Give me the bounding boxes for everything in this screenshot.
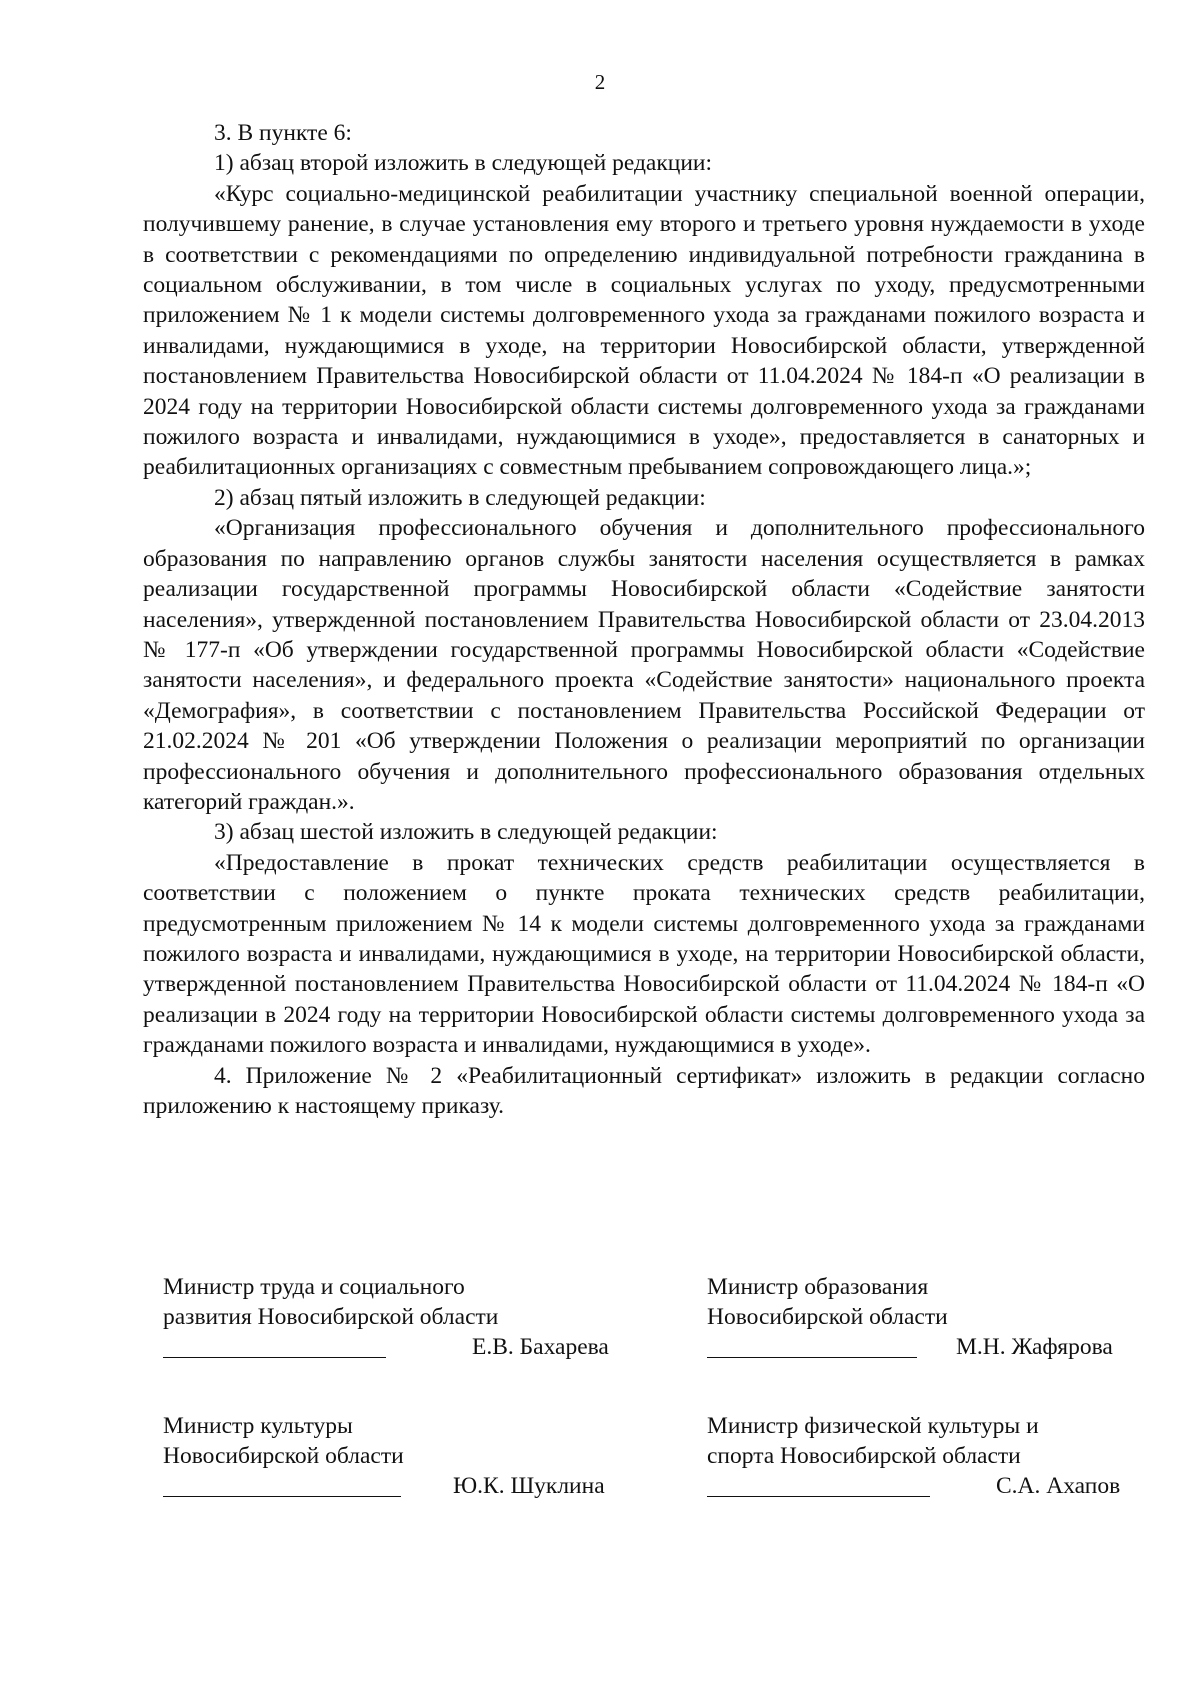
signature-title-line2: Новосибирской области [163, 1443, 404, 1469]
signature-line [163, 1357, 386, 1358]
paragraph-subitem-2: 2) абзац пятый изложить в следующей редакции: [214, 484, 706, 511]
paragraph-quote-2: «Организация профессионального обучения и дополнительного профессионального образования по направлению органов службы занятости населения осуществляется в рамках реализации государственной программы Новосибирской области «Содействие занятости населения», утвержденной постановлением Правительства Новосибирской области от 23.04.2013 № 177-п «Об утверждении государственной программы Новосибирской области «Содействие занятости населения», и федерального проекта «Содействие занятости» национального проекта «Демография», в соответствии с постановлением Правительства Российской Федерации от 21.02.2024 № 201 «Об утверждении Положения о реализации мероприятий по организации профессионального обучения и дополнительного профессионального образования отдельных категорий граждан.». [143, 515, 1145, 815]
signature-name: Ю.К. Шуклина [453, 1473, 605, 1499]
paragraph-quote-3: «Предоставление в прокат технических средств реабилитации осуществляется в соответствии с положением о пункте проката технических средств реабилитации, предусмотренным приложением № 14 к модели системы долговременного ухода за гражданами пожилого возраста и инвалидами, нуждающимися в уходе, на территории Новосибирской области, утвержденной постановлением Правительства Новосибирской области от 11.04.2024 № 184-п «О реализации в 2024 году на территории Новосибирской области системы долговременного ухода за гражданами пожилого возраста и инвалидами, нуждающимися в уходе». [143, 849, 1145, 1059]
signature-line [163, 1496, 401, 1497]
paragraph-quote-1: «Курс социально-медицинской реабилитации участнику специальной военной операции, получившему ранение, в случае установления ему второго и третьего уровня нуждаемости в уходе в соответствии с рекомендациями по определению индивидуальной потребности гражданина в социальном обслуживании, в том числе в социальных услугах по уходу, предусмотренными приложением № 1 к модели системы долговременного ухода за гражданами пожилого возраста и инвалидами, нуждающимися в уходе, на территории Новосибирской области, утвержденной постановлением Правительства Новосибирской области от 11.04.2024 № 184-п «О реализации в 2024 году на территории Новосибирской области системы долговременного ухода за гражданами пожилого возраста и инвалидами, нуждающимися в уходе», предоставляется в санаторных и реабилитационных организациях с совместным пребыванием сопровождающего лица.»; [143, 180, 1145, 481]
signature-title-line2: Новосибирской области [707, 1304, 948, 1330]
signature-title-line1: Министр культуры [163, 1413, 353, 1439]
paragraph-subitem-3: 3) абзац шестой изложить в следующей редакции: [214, 819, 718, 846]
signature-title-line1: Министр труда и социального [163, 1274, 465, 1300]
paragraph-item-4: 4. Приложение № 2 «Реабилитационный сертификат» изложить в редакции согласно приложению к настоящему приказу. [143, 1062, 1145, 1119]
signature-line [707, 1496, 930, 1497]
signature-name: М.Н. Жафярова [956, 1334, 1113, 1360]
signature-title-line1: Министр физической культуры и [707, 1413, 1039, 1439]
signature-title-line1: Министр образования [707, 1274, 929, 1300]
signature-name: Е.В. Бахарева [472, 1334, 609, 1360]
signature-line [707, 1357, 917, 1358]
signature-name: С.А. Ахапов [996, 1473, 1121, 1499]
document-body [143, 118, 1145, 1121]
signature-title-line2: развития Новосибирской области [163, 1304, 499, 1330]
page-number: 2 [594, 70, 606, 94]
paragraph-item-3-heading: 3. В пункте 6: [214, 120, 352, 146]
paragraph-subitem-1: 1) абзац второй изложить в следующей редакции: [214, 150, 713, 177]
signature-title-line2: спорта Новосибирской области [707, 1443, 1021, 1469]
